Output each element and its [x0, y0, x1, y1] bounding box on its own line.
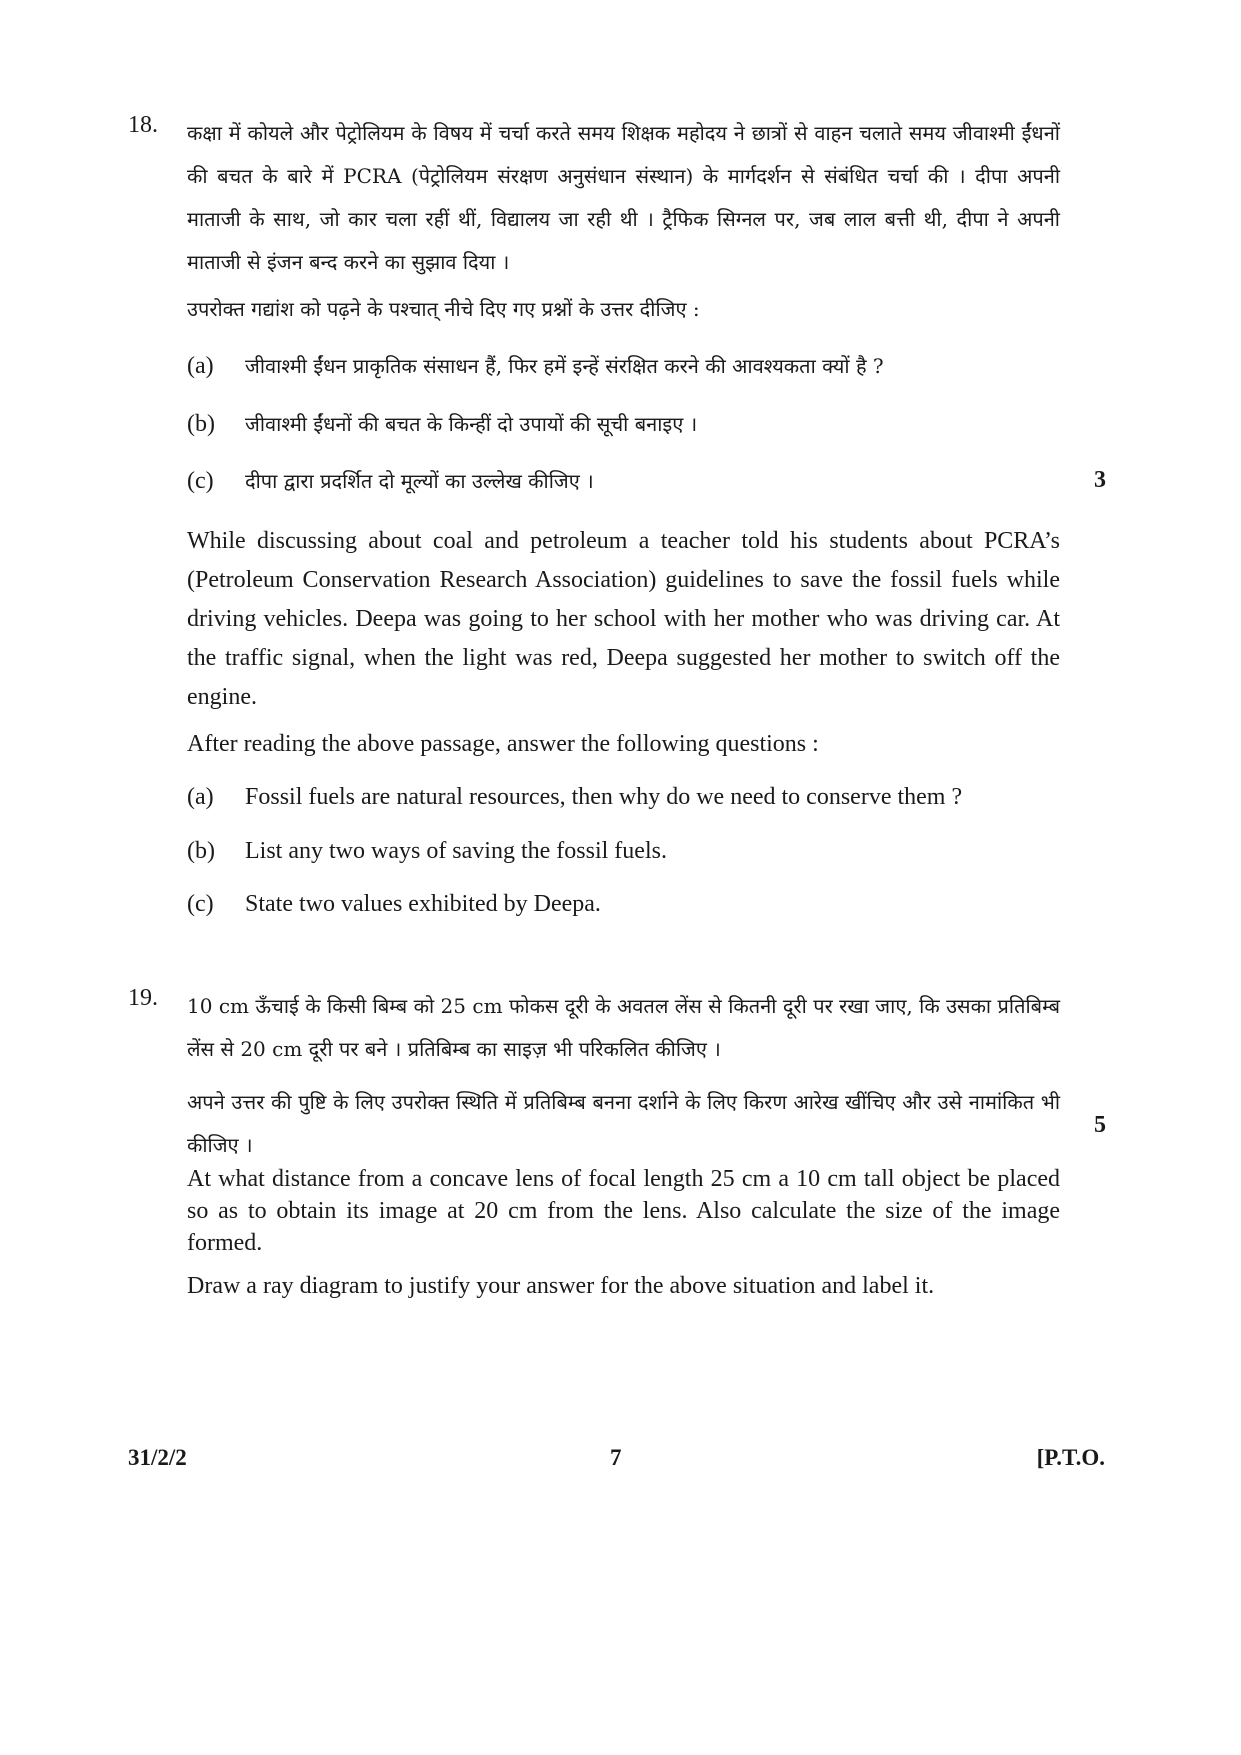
part-text: State two values exhibited by Deepa.	[245, 891, 601, 917]
question-18-hindi-part-b	[187, 410, 697, 438]
question-18-hindi-instruction: उपरोक्त गद्यांश को पढ़ने के पश्चात् नीचे दिए गए प्रश्नों के उत्तर दीजिए :	[187, 297, 700, 321]
part-label: (b)	[187, 838, 215, 864]
part-label: (a)	[187, 784, 214, 810]
question-19-number: 19.	[128, 985, 158, 1011]
question-18-number: 18.	[128, 112, 158, 138]
question-18-english-part-a	[187, 784, 962, 811]
question-18-english-part-b	[187, 838, 667, 865]
part-label: (c)	[187, 891, 214, 917]
question-19-marks: 5	[1094, 1112, 1106, 1138]
question-18-marks: 3	[1094, 467, 1106, 493]
question-19-hindi-question: 10 cm ऊँचाई के किसी बिम्ब को 25 cm फोकस दूरी के अवतल लेंस से कितनी दूरी पर रखा जाए, कि उसका प्रतिबिम्ब लेंस से 20 cm दूरी पर बने । प्रतिबिम्ब का साइज़ भी परिकलित कीजिए ।	[187, 994, 1060, 1061]
question-18-english-passage: While discussing about coal and petroleum a teacher told his students about PCRA’s (Petroleum Conservation Research Association) guidelines to save the fossil fuels while driving vehicles. Deepa was going to her school with her mother who was driving car. At the traffic signal, when the light was red, Deepa suggested her mother to switch off the engine.	[187, 528, 1060, 710]
question-19-english-question: At what distance from a concave lens of focal length 25 cm a 10 cm tall object be placed so as to obtain its image at 20 cm from the lens. Also calculate the size of the image formed.	[187, 1166, 1060, 1256]
part-label: (b)	[187, 411, 215, 437]
question-18-hindi-part-a	[187, 352, 884, 380]
question-19-hindi-instruction: अपने उत्तर की पुष्टि के लिए उपरोक्त स्थिति में प्रतिबिम्ब बनना दर्शाने के लिए किरण आरेख खींचिए और उसे नामांकित भी कीजिए ।	[187, 1090, 1060, 1157]
question-18-english-part-c	[187, 891, 601, 918]
part-label: (a)	[187, 353, 214, 379]
part-text: जीवाश्मी ईंधन प्राकृतिक संसाधन हैं, फिर हमें इन्हें संरक्षित करने की आवश्यकता क्यों है ?	[245, 354, 884, 378]
page-number: 7	[610, 1445, 622, 1470]
part-text: Fossil fuels are natural resources, then why do we need to conserve them ?	[245, 784, 963, 810]
question-18-english-instruction: After reading the above passage, answer the following questions :	[187, 731, 819, 757]
part-label: (c)	[187, 468, 214, 494]
question-18-hindi-passage: कक्षा में कोयले और पेट्रोलियम के विषय में चर्चा करते समय शिक्षक महोदय ने छात्रों से वाहन चलाते समय जीवाश्मी ईंधनों की बचत के बारे में PCRA (पेट्रोलियम संरक्षण अनुसंधान संस्थान) के मार्गदर्शन से संबंधित चर्चा की । दीपा अपनी माताजी के साथ, जो कार चला रहीं थीं, विद्यालय जा रही थी । ट्रैफिक सिग्नल पर, जब लाल बत्ती थी, दीपा ने अपनी माताजी से इंजन बन्द करने का सुझाव दिया ।	[187, 121, 1060, 274]
question-18-hindi-part-c	[187, 467, 594, 495]
part-text: List any two ways of saving the fossil fuels.	[245, 838, 667, 864]
please-turn-over: [P.T.O.	[1036, 1445, 1105, 1470]
question-19-english-instruction: Draw a ray diagram to justify your answer for the above situation and label it.	[187, 1273, 935, 1299]
part-text: दीपा द्वारा प्रदर्शित दो मूल्यों का उल्लेख कीजिए ।	[245, 469, 594, 493]
paper-code: 31/2/2	[128, 1445, 187, 1470]
part-text: जीवाश्मी ईंधनों की बचत के किन्हीं दो उपायों की सूची बनाइए ।	[245, 412, 698, 436]
